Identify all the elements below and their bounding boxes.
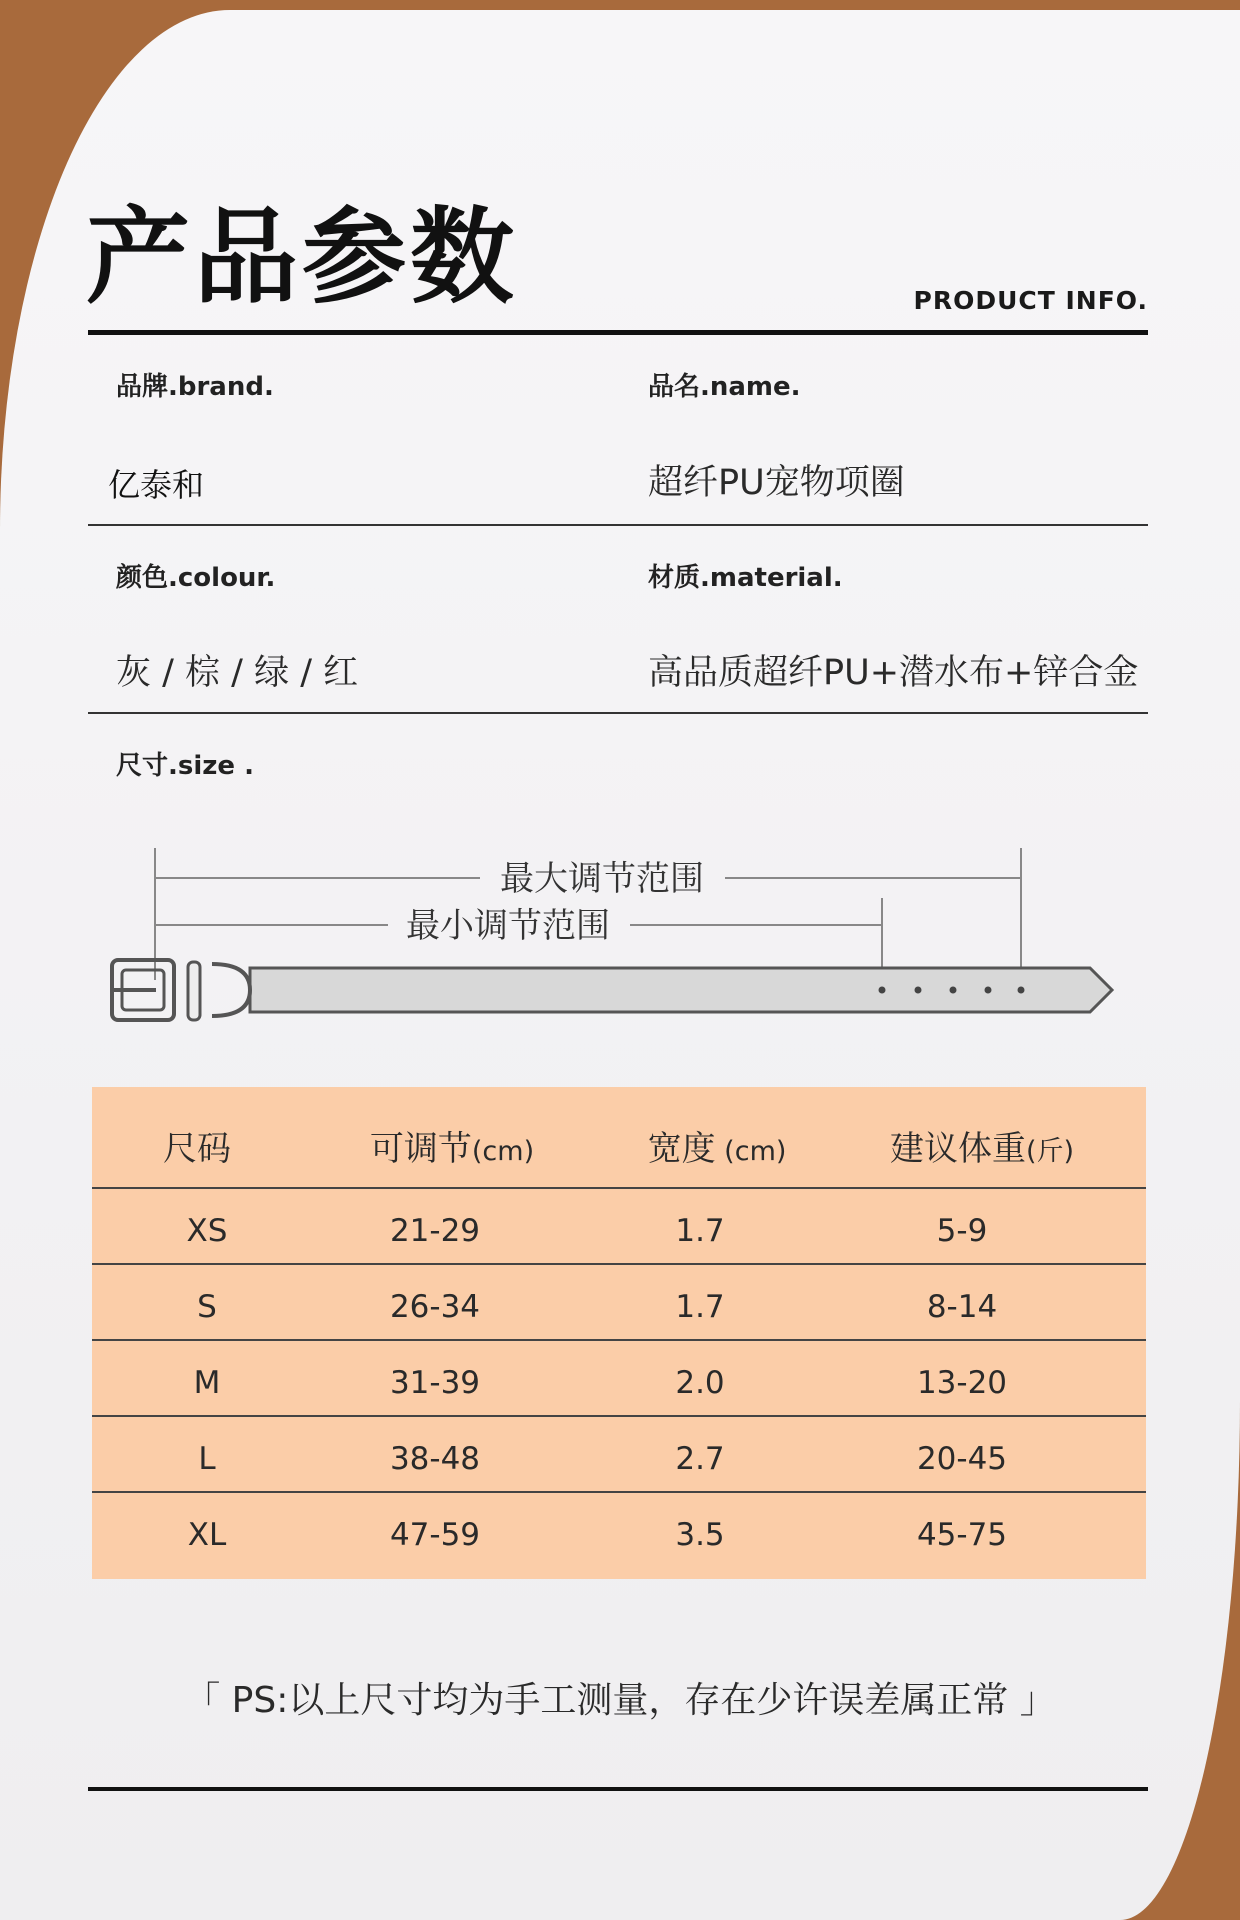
cell-weight: 20-45 bbox=[916, 1441, 1008, 1477]
size-label: 尺寸.size . bbox=[116, 751, 254, 781]
cell-adjustable: 47-59 bbox=[389, 1517, 481, 1553]
collar-strap-icon bbox=[250, 968, 1112, 1012]
brand-label: 品牌.brand. bbox=[116, 372, 274, 402]
colour-value: 灰 / 棕 / 绿 / 红 bbox=[116, 653, 359, 693]
cell-size: XL bbox=[187, 1517, 227, 1553]
header-divider bbox=[88, 330, 1148, 335]
cell-size: S bbox=[197, 1289, 217, 1325]
cell-width: 1.7 bbox=[675, 1289, 725, 1325]
min-range-label: 最小调节范围 bbox=[406, 906, 610, 946]
cell-weight: 8-14 bbox=[926, 1289, 998, 1325]
size-table bbox=[92, 1087, 1146, 1579]
page-subtitle: PRODUCT INFO. bbox=[913, 286, 1148, 315]
cell-width: 3.5 bbox=[675, 1517, 725, 1553]
collar-diagram bbox=[100, 830, 1140, 1050]
cell-width: 2.7 bbox=[675, 1441, 725, 1477]
table-row bbox=[92, 1417, 1146, 1493]
row-divider bbox=[88, 524, 1148, 526]
brand-value: 亿泰和 bbox=[108, 466, 205, 504]
header-size: 尺码 bbox=[163, 1129, 231, 1169]
name-value: 超纤PU宠物项圈 bbox=[648, 463, 905, 503]
cell-size: L bbox=[198, 1441, 216, 1477]
measurement-note: 「 PS:以上尺寸均为手工测量，存在少许误差属正常 」 bbox=[184, 1680, 1056, 1721]
footer-divider bbox=[88, 1787, 1148, 1791]
header-weight: 建议体重(斤) bbox=[889, 1129, 1075, 1169]
size-table-header bbox=[92, 1087, 1146, 1189]
header-adjustable: 可调节(cm) bbox=[369, 1129, 535, 1169]
material-value: 高品质超纤PU+潜水布+锌合金 bbox=[648, 653, 1139, 693]
table-row bbox=[92, 1189, 1146, 1265]
colour-label: 颜色.colour. bbox=[116, 563, 276, 593]
header-width: 宽度 (cm) bbox=[647, 1129, 787, 1169]
material-label: 材质.material. bbox=[648, 563, 843, 593]
cell-width: 1.7 bbox=[675, 1213, 725, 1249]
row-divider bbox=[88, 712, 1148, 714]
keeper-loop-icon bbox=[188, 962, 200, 1020]
cell-adjustable: 38-48 bbox=[389, 1441, 481, 1477]
table-row bbox=[92, 1493, 1146, 1569]
table-row bbox=[92, 1265, 1146, 1341]
cell-weight: 5-9 bbox=[936, 1213, 988, 1249]
d-ring-icon bbox=[212, 964, 250, 1016]
cell-width: 2.0 bbox=[675, 1365, 725, 1401]
cell-adjustable: 26-34 bbox=[389, 1289, 481, 1325]
cell-weight: 13-20 bbox=[916, 1365, 1008, 1401]
table-row bbox=[92, 1341, 1146, 1417]
page-title: 产品参数 bbox=[86, 196, 519, 318]
max-range-label: 最大调节范围 bbox=[500, 859, 704, 899]
cell-adjustable: 31-39 bbox=[389, 1365, 481, 1401]
cell-weight: 45-75 bbox=[916, 1517, 1008, 1553]
name-label: 品名.name. bbox=[648, 372, 801, 402]
cell-size: XS bbox=[186, 1213, 228, 1249]
cell-size: M bbox=[193, 1365, 221, 1401]
cell-adjustable: 21-29 bbox=[389, 1213, 481, 1249]
